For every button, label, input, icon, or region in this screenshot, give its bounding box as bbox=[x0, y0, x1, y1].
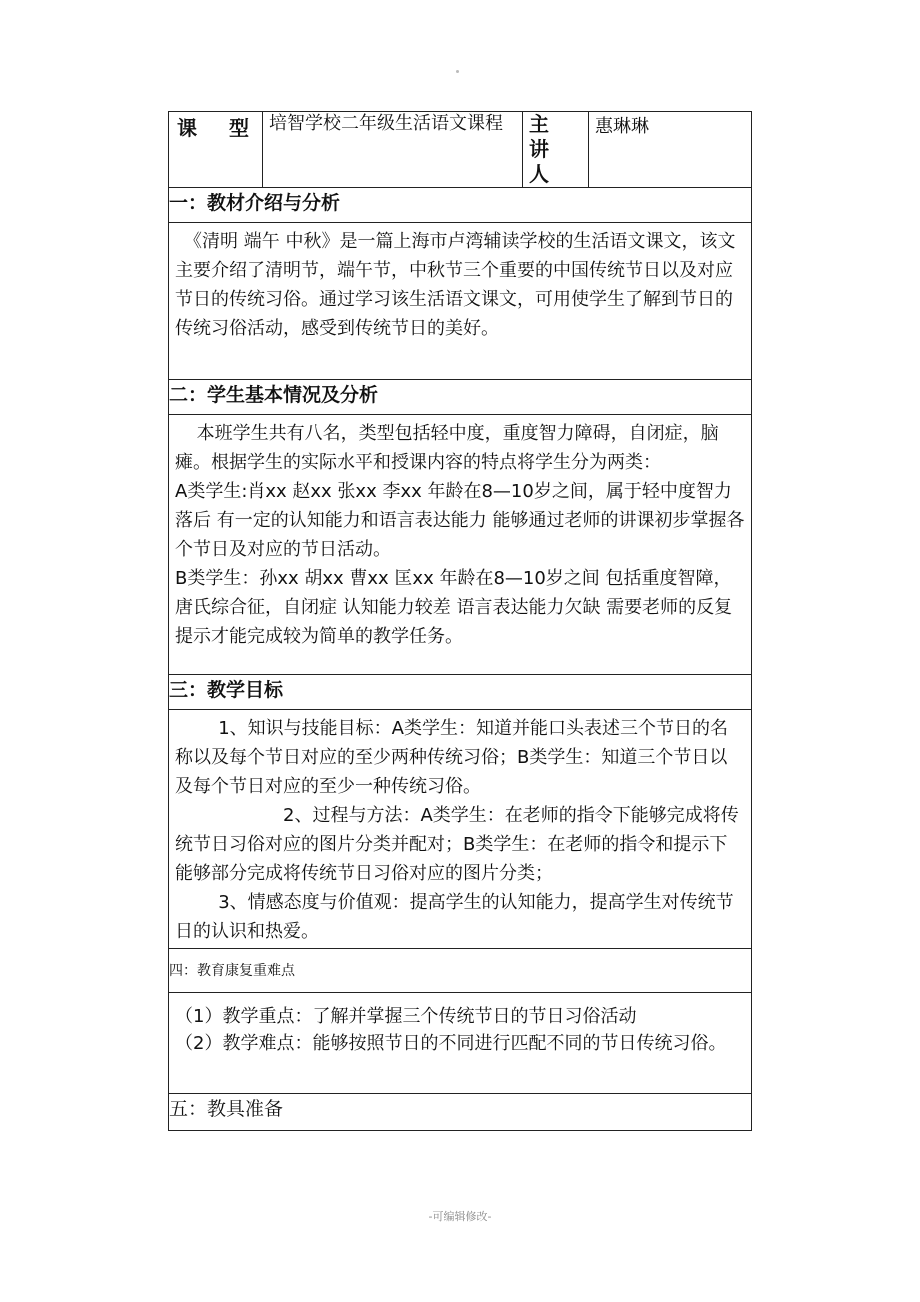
footer-note: -可编辑修改- bbox=[428, 1210, 492, 1223]
page-marker-dot bbox=[456, 70, 459, 73]
section-2-paragraph-2: A类学生:肖xx 赵xx 张xx 李xx 年龄在8—10岁之间，属于轻中度智力落后 有一定的认知能力和语言表达能力 能够通过老师的讲课初步掌握各个节日及对应的节日活动。 bbox=[175, 481, 745, 560]
section-1-text: 《清明 端午 中秋》是一篇上海市卢湾辅读学校的生活语文课文，该文主要介绍了清明节，端午节，中秋节三个重要的中国传统节日以及对应节日的传统习俗。通过学习该生活语文课文，可用使学生了解到节日的传统习俗活动，感受到传统节日的美好。 bbox=[175, 231, 736, 339]
section-4-title: 四：教育康复重难点 bbox=[169, 949, 752, 993]
speaker-value: 惠琳琳 bbox=[595, 116, 649, 137]
section-2-title: 二：学生基本情况及分析 bbox=[169, 380, 752, 415]
section-4-body bbox=[169, 993, 752, 1094]
section-2-paragraph-3: B类学生：孙xx 胡xx 曹xx 匡xx 年龄在8—10岁之间 包括重度智障，唐氏综合征，自闭症 认知能力较差 语言表达能力欠缺 需要老师的反复提示才能完成较为简单的教学任务。 bbox=[175, 568, 733, 647]
course-label-char-1: 课 bbox=[177, 116, 198, 140]
section-4-paragraph-2: （2）教学难点：能够按照节日的不同进行匹配不同的节日传统习俗。 bbox=[175, 1033, 727, 1054]
section-3-body bbox=[169, 710, 752, 949]
section-3-paragraph-1: 1、知识与技能目标：A类学生：知道并能口头表述三个节日的名称以及每个节日对应的至少两种传统习俗；B类学生：知道三个节日以及每个节日对应的至少一种传统习俗。 bbox=[175, 718, 728, 797]
course-label-char-2: 型 bbox=[229, 116, 250, 140]
section-1-title: 一：教材介绍与分析 bbox=[169, 188, 752, 223]
section-3-paragraph-2: 2、过程与方法：A类学生：在老师的指令下能够完成将传统节日习俗对应的图片分类并配对；B类学生：在老师的指令和提示下能够部分完成将传统节日习俗对应的图片分类； bbox=[175, 805, 739, 884]
section-3-title: 三：教学目标 bbox=[169, 675, 752, 710]
section-4-paragraph-1: （1）教学重点：了解并掌握三个传统节日的节日习俗活动 bbox=[175, 1006, 637, 1027]
course-type-label-cell bbox=[169, 112, 263, 188]
speaker-value-cell bbox=[589, 112, 752, 188]
section-3-paragraph-3: 3、情感态度与价值观：提高学生的认知能力，提高学生对传统节日的认识和热爱。 bbox=[175, 892, 734, 942]
section-2-body bbox=[169, 415, 752, 675]
section-2-paragraph-1: 本班学生共有八名，类型包括轻中度，重度智力障碍，自闭症，脑瘫。根据学生的实际水平和授课内容的特点将学生分为两类： bbox=[175, 423, 719, 473]
course-type-value-cell bbox=[263, 112, 523, 188]
speaker-label: 主讲人 bbox=[529, 112, 563, 186]
section-5-title: 五：教具准备 bbox=[169, 1094, 752, 1131]
course-type-value: 培智学校二年级生活语文课程 bbox=[269, 113, 503, 134]
speaker-label-cell bbox=[523, 112, 589, 188]
header-row bbox=[169, 112, 752, 188]
section-1-body bbox=[169, 223, 752, 380]
lesson-plan-table bbox=[168, 111, 752, 1131]
